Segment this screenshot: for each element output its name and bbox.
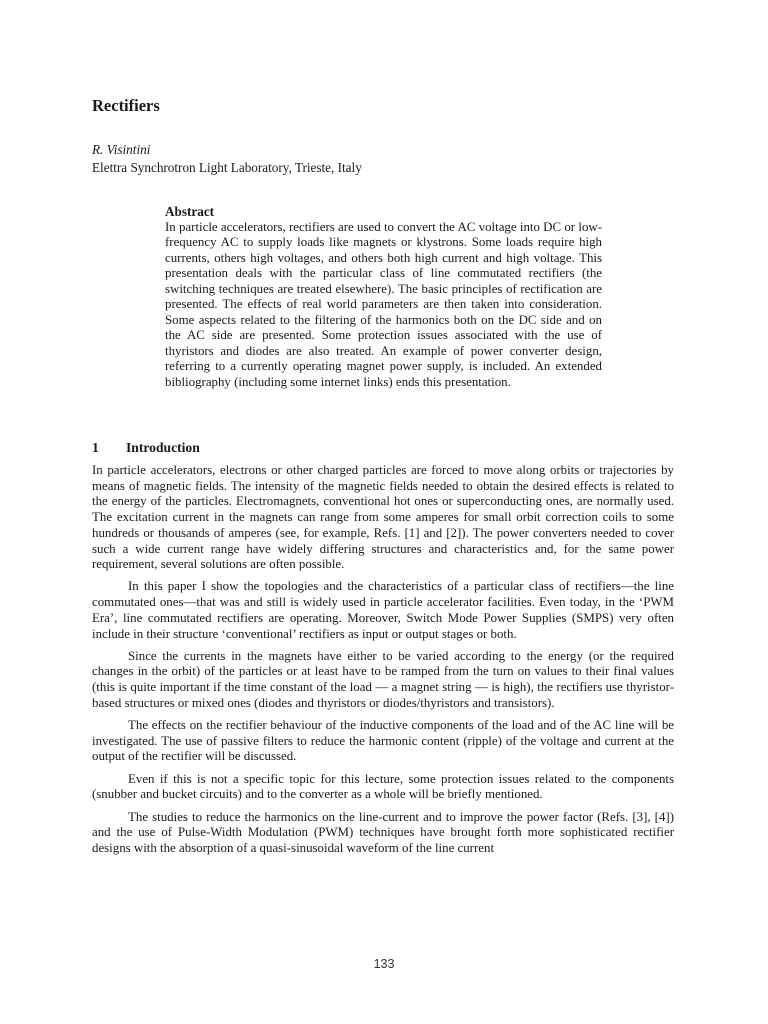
body-paragraph: Since the currents in the magnets have either to be varied according to the energy (or the required changes in the orbit) of the particles or at least have to be ramped from the turn on values to their final values (this is quite important if the time constant of the load — a magnet string — is high), the rectifiers use thyristor-based structures or mixed ones (diodes and thyristors or diodes/thyristors and transistors). [92, 648, 674, 710]
abstract-heading: Abstract [165, 204, 215, 219]
author-name: R. Visintini [92, 142, 151, 157]
body-paragraph: In this paper I show the topologies and the characteristics of a particular class of rectifiers—the line commutated ones—that was and still is widely used in particle accelerator facilities. Even today, in the ‘PWM Era’, line commutated rectifiers are operating. Moreover, Switch Mode Power Supplies (SMPS) very often include in their structure ‘conventional’ rectifiers as input or output stages or both. [92, 579, 674, 641]
introduction-body [92, 463, 674, 863]
section-heading-introduction [92, 440, 200, 456]
body-paragraph: In particle accelerators, electrons or other charged particles are forced to move along orbits or trajectories by means of magnetic fields. The intensity of the magnetic fields needed to obtain the desired effects is related to the energy of the particles. Electromagnets, conventional hot ones or superconducting ones, are normally used. The excitation current in the magnets can range from some amperes for small orbit correction coils to some hundreds or thousands of amperes (see, for example, Refs. [1] and [2]). The power converters needed to cover such a wide current range have widely differing structures and characteristics and, for the same power requirement, several solutions are often possible. [92, 463, 674, 572]
paper-title: Rectifiers [92, 96, 160, 115]
abstract-block [165, 204, 602, 391]
page-number: 133 [373, 957, 395, 971]
body-paragraph: Even if this is not a specific topic for this lecture, some protection issues related to the components (snubber and bucket circuits) and to the converter as a whole will be briefly mentioned. [92, 771, 674, 802]
section-number: 1 [92, 440, 99, 455]
abstract-text: In particle accelerators, rectifiers are used to convert the AC voltage into DC or low- frequency AC to supply loads like magnets or klystrons. Some loads require high currents, others high voltages, and others both high current and high voltage. This presentation deals with the particular class of line commutated rectifiers (the switching techniques are treated elsewhere). The basic principles of rectification are presented. The effects of real world parameters are then taken into consideration. Some aspects related to the filtering of the harmonics both on the DC side and on the AC side are presented. Some protection issues associated with the use of thyristors and diodes are also treated. An example of power converter design, referring to a currently operating magnet power supply, is included. An extended bibliography (including some internet links) ends this presentation. [165, 219, 602, 389]
author-affiliation: Elettra Synchrotron Light Laboratory, Trieste, Italy [92, 160, 362, 175]
body-paragraph: The studies to reduce the harmonics on the line-current and to improve the power factor (Refs. [3], [4]) and the use of Pulse-Width Modulation (PWM) techniques have brought forth more sophisticated rectifier designs with the absorption of a quasi-sinusoidal waveform of the line current [92, 809, 674, 855]
body-paragraph: The effects on the rectifier behaviour of the inductive components of the load and of the AC line will be investigated. The use of passive filters to reduce the harmonic content (ripple) of the voltage and current at the output of the rectifier will be discussed. [92, 718, 674, 764]
section-title: Introduction [126, 440, 200, 455]
